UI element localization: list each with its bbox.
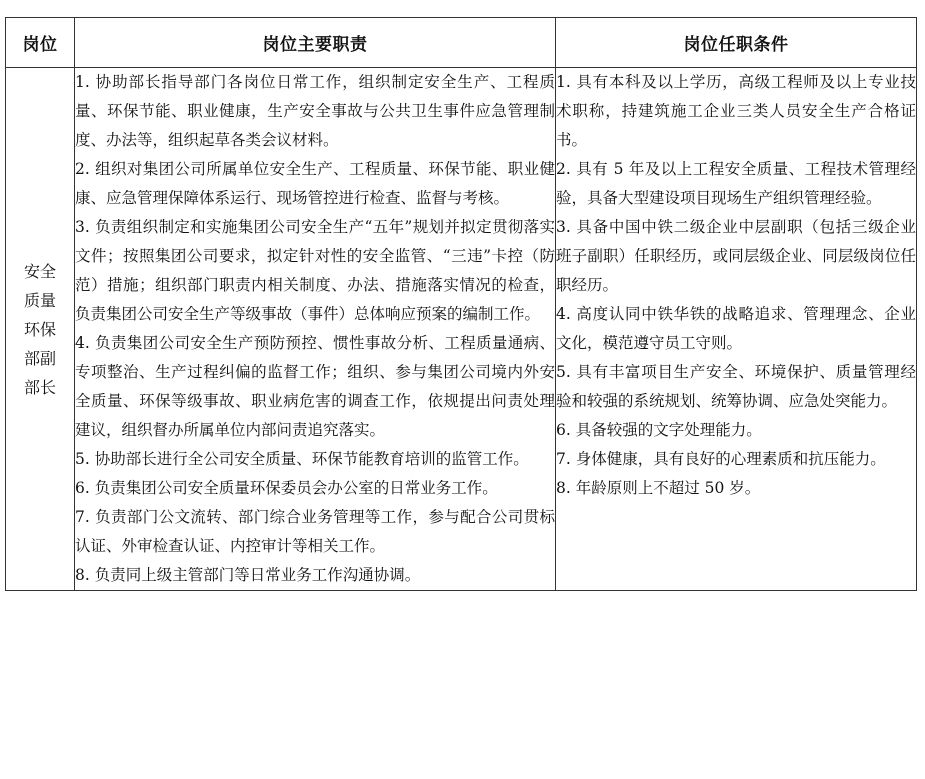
- header-row: [6, 18, 917, 68]
- header-position: 岗位: [6, 18, 75, 68]
- table-row: [6, 68, 917, 591]
- requirement-item: 5. 具有丰富项目生产安全、环境保护、质量管理经验和较强的系统规划、统筹协调、应急处突能力。: [556, 363, 916, 410]
- duty-item: 3. 负责组织制定和实施集团公司安全生产“五年”规划并拟定贯彻落实文件；按照集团公司要求，拟定针对性的安全监管、“三违”卡控（防范）措施；组织部门职责内相关制度、办法、措施落实情况的检查，负责集团公司安全生产等级事故（事件）总体响应预案的编制工作。: [75, 218, 555, 323]
- duties-cell: [75, 68, 556, 591]
- header-requirements: 岗位任职条件: [556, 18, 917, 68]
- duty-item: 7. 负责部门公文流转、部门综合业务管理等工作，参与配合公司贯标认证、外审检查认证、内控审计等相关工作。: [75, 508, 555, 555]
- requirement-item: 8. 年龄原则上不超过 50 岁。: [556, 479, 761, 497]
- requirement-item: 7. 身体健康，具有良好的心理素质和抗压能力。: [556, 450, 886, 468]
- requirement-item: 3. 具备中国中铁二级企业中层副职（包括三级企业班子副职）任职经历，或同层级企业、同层级岗位任职经历。: [556, 218, 916, 294]
- duty-item: 8. 负责同上级主管部门等日常业务工作沟通协调。: [75, 566, 421, 584]
- position-cell: [6, 68, 75, 591]
- duty-item: 6. 负责集团公司安全质量环保委员会办公室的日常业务工作。: [75, 479, 498, 497]
- job-description-table: [5, 17, 917, 591]
- header-duties: 岗位主要职责: [75, 18, 556, 68]
- duty-item: 2. 组织对集团公司所属单位安全生产、工程质量、环保节能、职业健康、应急管理保障体系运行、现场管控进行检查、监督与考核。: [75, 160, 555, 207]
- requirements-cell: [556, 68, 917, 591]
- duty-item: 5. 协助部长进行全公司安全质量、环保节能教育培训的监管工作。: [75, 450, 529, 468]
- requirement-item: 1. 具有本科及以上学历，高级工程师及以上专业技术职称，持建筑施工企业三类人员安全生产合格证书。: [556, 73, 916, 149]
- duty-item: 1. 协助部长指导部门各岗位日常工作，组织制定安全生产、工程质量、环保节能、职业健康，生产安全事故与公共卫生事件应急管理制度、办法等，组织起草各类会议材料。: [75, 73, 555, 149]
- duty-item: 4. 负责集团公司安全生产预防预控、惯性事故分析、工程质量通病、专项整治、生产过程纠偏的监督工作；组织、参与集团公司境内外安全质量、环保等级事故、职业病危害的调查工作，依规提出问责处理建议，组织督办所属单位内部问责追究落实。: [75, 334, 555, 439]
- requirement-item: 2. 具有 5 年及以上工程安全质量、工程技术管理经验，具备大型建设项目现场生产组织管理经验。: [556, 160, 916, 207]
- requirement-item: 4. 高度认同中铁华铁的战略追求、管理理念、企业文化，模范遵守员工守则。: [556, 305, 916, 352]
- position-name: 安全质量环保部副部长: [23, 261, 56, 397]
- requirement-item: 6. 具备较强的文字处理能力。: [556, 421, 762, 439]
